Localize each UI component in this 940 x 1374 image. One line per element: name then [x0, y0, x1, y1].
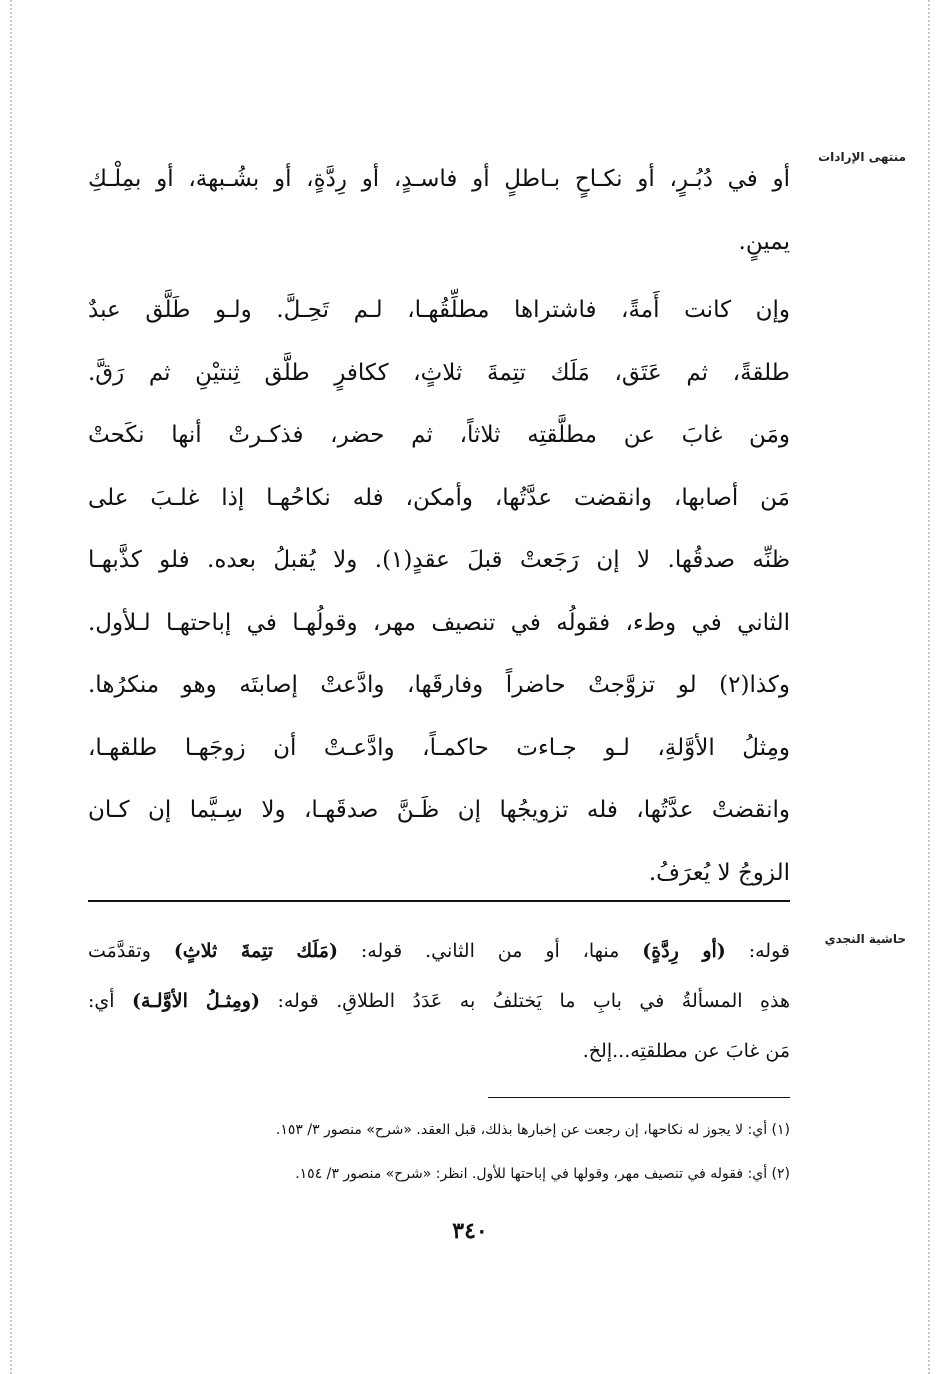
scan-edge-left	[10, 0, 12, 1374]
main-text-line: ومِثلُ الأوَّلةِ، لـو جـاءت حاكمـاً، وادَّعـتْ أن زوجَهـا طلقهـا،	[88, 734, 790, 761]
main-text-line: طلقةً، ثم عَتَق، مَلَك تتِمةَ ثلاثٍ، ككافرٍ طلَّق ثِنتيْنِ ثم رَقَّ.	[88, 359, 790, 386]
commentary-text: هذهِ المسألةُ في بابِ ما يَختلفُ به عَدَدُ الطلاقِ. قوله:	[259, 990, 790, 1012]
page-number: ٣٤٠	[452, 1218, 488, 1244]
section-divider	[88, 900, 790, 902]
main-text-line: الثاني في وطء، فقولُه في تنصيف مهر، وقولُهـا في إباحتهـا لـلأول.	[88, 609, 790, 636]
commentary-text: منها، أو من الثاني. قوله:	[337, 940, 643, 962]
margin-label-commentary: حاشية النجدي	[824, 932, 906, 946]
main-text-line: وإن كانت أَمةً، فاشتراها مطلِّقُهـا، لـم تَحِـلَّ. ولـو طَلَّق عبدٌ	[88, 297, 790, 323]
margin-label-main-text: منتهى الإرادات	[818, 150, 906, 164]
commentary-block	[88, 926, 790, 1076]
commentary-text: قوله:	[725, 940, 790, 962]
scan-edge-right	[928, 0, 930, 1374]
commentary-quote: (مَلَك تتِمةَ ثلاثٍ)	[173, 940, 338, 962]
main-text-line: الزوجُ لا يُعرَفُ.	[648, 859, 790, 886]
main-text-line: ظنِّه صدقُها. لا إن رَجَعتْ قبلَ عقدٍ(١). ولا يُقبلُ بعده. فلو كذَّبهـا	[88, 547, 790, 573]
main-text-block	[88, 148, 790, 904]
commentary-line	[88, 926, 790, 976]
main-text-line: ومَن غابَ عن مطلَّقتِه ثلاثاً، ثم حضر، فذكـرتْ أنها نكَحتْ	[88, 422, 790, 448]
commentary-line	[88, 976, 790, 1026]
commentary-text: أي:	[88, 990, 133, 1012]
commentary-quote: (ومِثـلُ الأوَّلـة)	[132, 990, 260, 1012]
footnote-divider	[488, 1097, 790, 1098]
footnotes-block	[100, 1108, 790, 1196]
commentary-quote: (أو رِدَّةٍ)	[642, 940, 726, 962]
footnote: (٢) أي: فقوله في تنصيف مهر، وقولها في إباحتها للأول. انظر: «شرح» منصور ٣/ ١٥٤.	[295, 1166, 790, 1182]
main-text-line: وكذا(٢) لو تزوَّجتْ حاضراً وفارقَها، وادَّعتْ إصابتَه وهو منكرُها.	[88, 672, 790, 698]
commentary-text: مَن غابَ عن مطلقتِه...إلخ.	[582, 1040, 790, 1062]
main-text-line: يمينٍ.	[738, 228, 790, 255]
commentary-line	[88, 1026, 790, 1076]
main-text-line: مَن أصابها، وانقضت عدَّتُها، وأمكن، فله نكاحُهـا إذا غلـبَ على	[88, 484, 790, 511]
footnote: (١) أي: لا يجوز له نكاحها، إن رجعت عن إخبارها بذلك، قبل العقد. «شرح» منصور ٣/ ١٥٣.	[275, 1122, 790, 1138]
commentary-text: وتقدَّمَت	[88, 940, 174, 962]
main-text-line: وانقضتْ عدَّتُها، فله تزويجُها إن ظَـنَّ صدقَهـا، ولا سِـيَّما إن كـان	[88, 797, 790, 823]
main-text-line: أو في دُبُـرٍ، أو نكـاحٍ بـاطلٍ أو فاسـدٍ، أو رِدَّةٍ، أو بشُـبهة، أو بمِلْـكِ	[88, 166, 790, 192]
